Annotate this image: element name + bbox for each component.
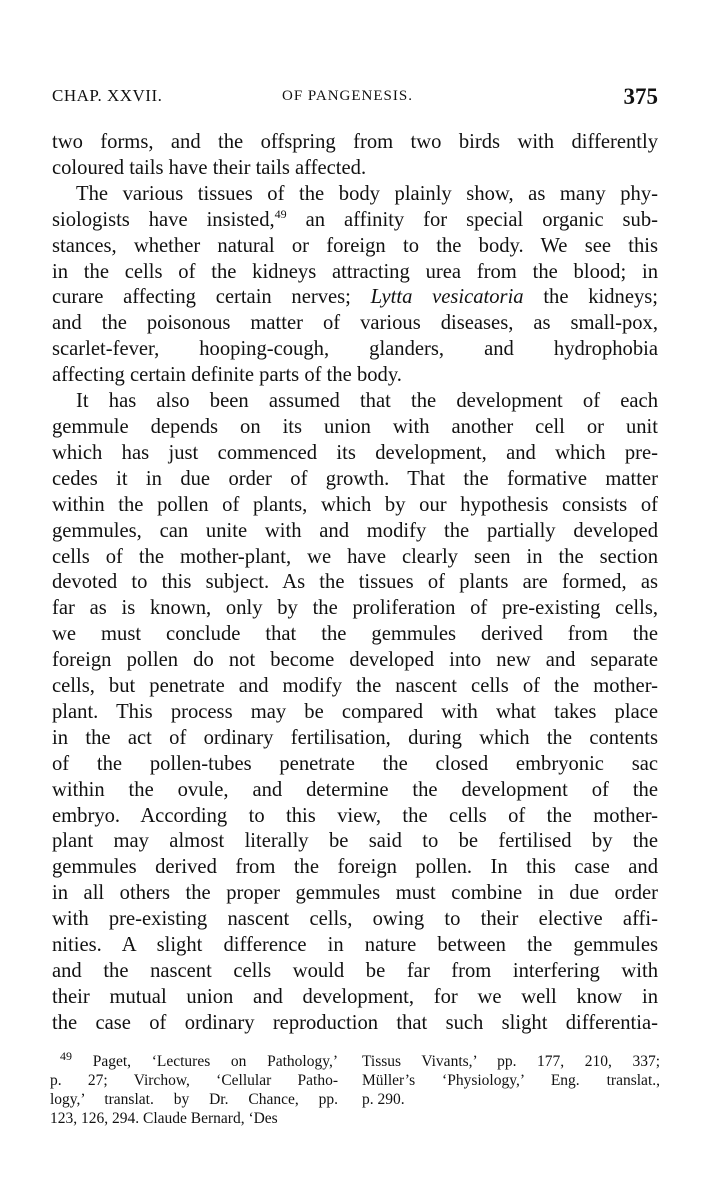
text-line: cedes it in due order of growth. That the formative matter <box>52 467 658 490</box>
text-line: coloured tails have their tails affected. <box>52 156 367 179</box>
text-line: with pre-existing nascent cells, owing to their elective affi- <box>52 908 658 931</box>
footnote-line: p. 27; Virchow, ‘Cellular Patho- <box>50 1072 338 1089</box>
text-line: nities. A slight difference in nature between the gemmules <box>52 934 658 957</box>
text-line: foreign pollen do not become developed into new and separate <box>52 649 658 672</box>
text-line: plant. This process may be compared with what takes place <box>52 700 658 723</box>
body-text <box>52 130 658 1037</box>
footnote-line: Müller’s ‘Physiology,’ Eng. translat., <box>362 1072 660 1089</box>
text-line: stances, whether natural or foreign to the body. We see this <box>52 234 658 257</box>
text-line: we must conclude that the gemmules derived from the <box>52 623 658 646</box>
text-line: and the nascent cells would be far from interfering with <box>52 960 658 982</box>
text-line: plant may almost literally be said to be fertilised by the <box>52 830 658 853</box>
footnote-text: Paget, ‘Lectures on Pathology,’ <box>92 1053 338 1070</box>
text-line: in the cells of the kidneys attracting urea from the blood; in <box>52 260 658 283</box>
text-line: cells of the mother-plant, we have clearly seen in the section <box>52 545 658 568</box>
text-segment: an affinity for special organic sub- <box>305 208 658 231</box>
text-line: gemmule depends on its union with another cell or unit <box>52 415 658 438</box>
footnote-line: 123, 126, 294. Claude Bernard, ‘Des <box>50 1110 278 1127</box>
footnote-line: Tissus Vivants,’ pp. 177, 210, 337; <box>362 1053 660 1070</box>
footnote-line: p. 290. <box>362 1091 405 1108</box>
footnote-column-right <box>362 1052 660 1109</box>
text-line: of the pollen-tubes penetrate the closed embryonic sac <box>52 752 658 775</box>
text-line: within the ovule, and determine the development of the <box>52 778 658 801</box>
text-line: cells, but penetrate and modify the nascent cells of the mother- <box>52 675 658 698</box>
text-segment: siologists have insisted, <box>52 208 275 231</box>
footnote-line <box>50 1048 338 1071</box>
text-line: two forms, and the offspring from two birds with differently <box>52 131 658 153</box>
text-line: embryo. According to this view, the cells of the mother- <box>52 804 658 827</box>
text-line: The various tissues of the body plainly show, as many phy- <box>76 182 658 205</box>
text-segment: the kidneys; <box>543 286 658 309</box>
text-line: devoted to this subject. As the tissues of plants are formed, as <box>52 571 658 594</box>
page-number: 375 <box>623 84 658 109</box>
text-line: gemmules, can unite with and modify the partially developed <box>52 519 658 542</box>
footnote-marker: 49 <box>60 1048 72 1063</box>
text-segment: curare affecting certain nerves; <box>52 286 351 309</box>
text-line: in all others the proper gemmules must combine in due order <box>52 882 658 905</box>
text-line: which has just commenced its development, and which pre- <box>52 441 658 464</box>
text-line: scarlet-fever, hooping-cough, glanders, and hydrophobia <box>52 338 658 361</box>
italic-species-name: Lytta vesicatoria <box>370 286 524 309</box>
footnote-column-left <box>50 1048 338 1128</box>
text-line <box>52 208 658 234</box>
text-line: the case of ordinary reproduction that such slight differentia- <box>52 1011 658 1034</box>
text-line: their mutual union and development, for we well know in <box>52 985 658 1008</box>
running-head <box>52 84 658 112</box>
footnote-reference: 49 <box>274 206 287 221</box>
text-line <box>52 285 658 311</box>
footnote-line: logy,’ translat. by Dr. Chance, pp. <box>50 1091 338 1108</box>
text-line: far as is known, only by the proliferation of pre-existing cells, <box>52 597 658 620</box>
chapter-label: CHAP. XXVII. <box>52 86 163 105</box>
text-line: gemmules derived from the foreign pollen. In this case and <box>52 856 658 879</box>
text-line: affecting certain definite parts of the body. <box>52 364 402 387</box>
text-line: in the act of ordinary fertilisation, during which the contents <box>52 726 658 749</box>
text-line: and the poisonous matter of various diseases, as small-pox, <box>52 312 658 335</box>
text-line: It has also been assumed that the development of each <box>76 390 658 413</box>
text-line: within the pollen of plants, which by our hypothesis consists of <box>52 493 658 516</box>
running-title: OF PANGENESIS. <box>282 88 413 104</box>
